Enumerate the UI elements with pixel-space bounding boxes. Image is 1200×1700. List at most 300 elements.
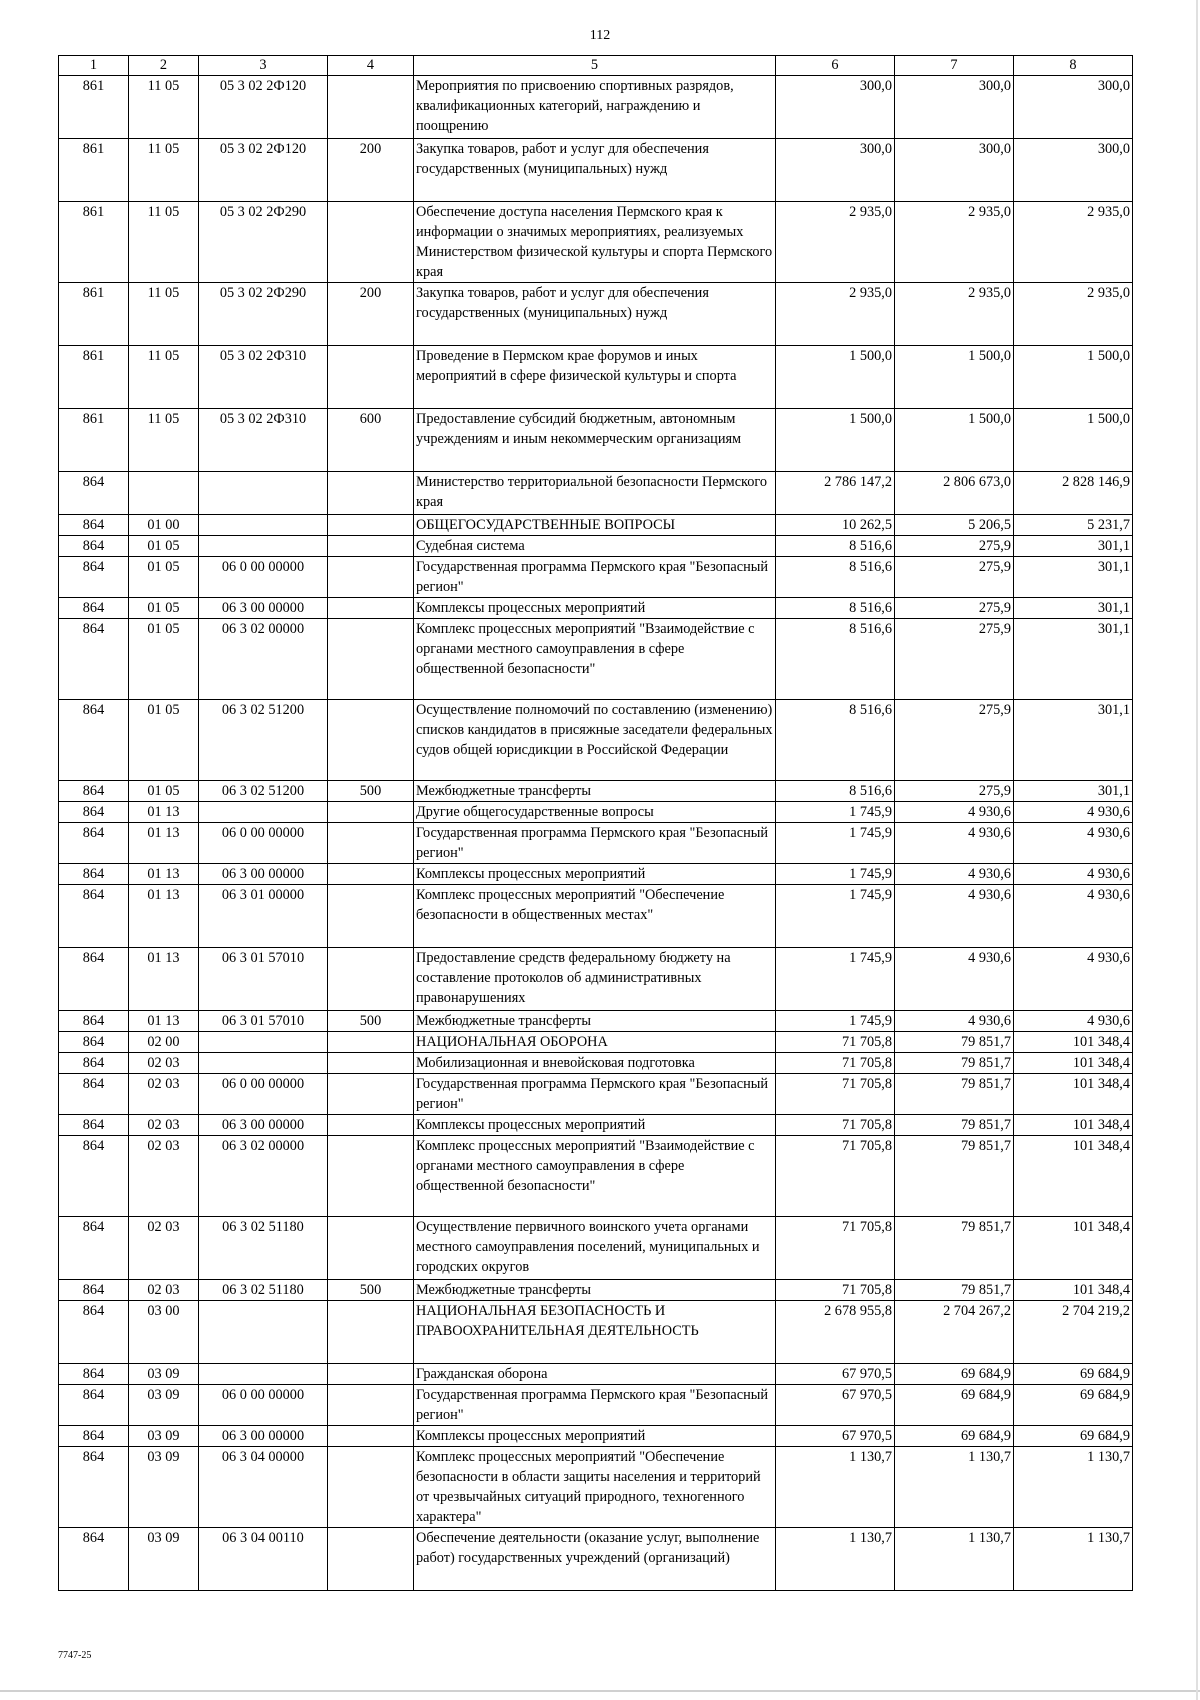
table-cell-c2: 01 13 xyxy=(129,1011,199,1032)
table-cell-c7: 4 930,6 xyxy=(895,864,1014,885)
table-cell-c3 xyxy=(199,1301,328,1364)
table-cell-c3: 05 3 02 2Ф120 xyxy=(199,76,328,139)
table-cell-c3: 06 3 00 00000 xyxy=(199,598,328,619)
table-cell-c8: 4 930,6 xyxy=(1014,1011,1133,1032)
table-cell-c5: Другие общегосударственные вопросы xyxy=(414,802,776,823)
table-row xyxy=(59,1364,1133,1385)
table-cell-c7: 79 851,7 xyxy=(895,1217,1014,1280)
table-cell-c6: 8 516,6 xyxy=(776,557,895,598)
table-cell-c5: Комплекс процессных мероприятий "Обеспечение безопасности в общественных местах" xyxy=(414,885,776,948)
table-cell-c7: 275,9 xyxy=(895,700,1014,781)
table-cell-c2: 02 03 xyxy=(129,1115,199,1136)
table-cell-c1: 864 xyxy=(59,472,129,515)
table-cell-c3: 05 3 02 2Ф310 xyxy=(199,409,328,472)
table-header-row xyxy=(59,56,1133,76)
table-cell-c4: 200 xyxy=(328,139,414,202)
table-cell-c2: 11 05 xyxy=(129,76,199,139)
table-row xyxy=(59,1301,1133,1364)
table-cell-c5: Комплекс процессных мероприятий "Обеспечение безопасности в области защиты населения и территорий от чрезвычайных ситуаций природного, техногенного характера" xyxy=(414,1447,776,1528)
table-row xyxy=(59,802,1133,823)
table-cell-c5: Осуществление полномочий по составлению (изменению) списков кандидатов в присяжные заседатели федеральных судов общей юрисдикции в Российской Федерации xyxy=(414,700,776,781)
table-cell-c3: 05 3 02 2Ф120 xyxy=(199,139,328,202)
table-cell-c3 xyxy=(199,1364,328,1385)
table-cell-c5: Комплекс процессных мероприятий "Взаимодействие с органами местного самоуправления в сфере общественной безопасности" xyxy=(414,1136,776,1217)
table-row xyxy=(59,409,1133,472)
table-cell-c3: 06 3 02 51180 xyxy=(199,1217,328,1280)
table-cell-c5: Закупка товаров, работ и услуг для обеспечения государственных (муниципальных) нужд xyxy=(414,139,776,202)
table-cell-c2: 03 09 xyxy=(129,1364,199,1385)
table-cell-c6: 1 745,9 xyxy=(776,802,895,823)
table-cell-c7: 275,9 xyxy=(895,557,1014,598)
table-cell-c8: 69 684,9 xyxy=(1014,1364,1133,1385)
table-cell-c4 xyxy=(328,346,414,409)
table-cell-c1: 864 xyxy=(59,1301,129,1364)
table-cell-c1: 864 xyxy=(59,1280,129,1301)
table-cell-c8: 69 684,9 xyxy=(1014,1385,1133,1426)
table-cell-c1: 864 xyxy=(59,1074,129,1115)
table-cell-c6: 67 970,5 xyxy=(776,1426,895,1447)
table-cell-c1: 864 xyxy=(59,536,129,557)
table-cell-c6: 8 516,6 xyxy=(776,781,895,802)
table-cell-c4 xyxy=(328,1447,414,1528)
table-cell-c2: 01 13 xyxy=(129,802,199,823)
table-cell-c5: Комплекс процессных мероприятий "Взаимодействие с органами местного самоуправления в сфере общественной безопасности" xyxy=(414,619,776,700)
table-cell-c2 xyxy=(129,472,199,515)
table-cell-c2: 02 03 xyxy=(129,1280,199,1301)
table-cell-c2: 01 05 xyxy=(129,557,199,598)
table-cell-c3: 06 3 04 00110 xyxy=(199,1528,328,1591)
table-cell-c1: 864 xyxy=(59,619,129,700)
table-cell-c5: Мобилизационная и вневойсковая подготовка xyxy=(414,1053,776,1074)
table-cell-c4 xyxy=(328,885,414,948)
table-cell-c1: 864 xyxy=(59,515,129,536)
table-cell-c1: 864 xyxy=(59,1364,129,1385)
table-cell-c8: 101 348,4 xyxy=(1014,1074,1133,1115)
scan-edge-line xyxy=(1196,0,1198,1700)
table-cell-c5: Судебная система xyxy=(414,536,776,557)
column-header: 2 xyxy=(129,56,199,76)
table-cell-c6: 1 500,0 xyxy=(776,346,895,409)
table-cell-c1: 864 xyxy=(59,557,129,598)
table-cell-c6: 67 970,5 xyxy=(776,1364,895,1385)
table-row xyxy=(59,1011,1133,1032)
table-cell-c5: Комплексы процессных мероприятий xyxy=(414,864,776,885)
table-cell-c7: 300,0 xyxy=(895,139,1014,202)
table-row xyxy=(59,346,1133,409)
table-cell-c7: 1 500,0 xyxy=(895,346,1014,409)
table-cell-c6: 8 516,6 xyxy=(776,598,895,619)
table-cell-c8: 69 684,9 xyxy=(1014,1426,1133,1447)
table-row xyxy=(59,1032,1133,1053)
table-cell-c4 xyxy=(328,864,414,885)
table-cell-c5: Комплексы процессных мероприятий xyxy=(414,1115,776,1136)
table-cell-c3 xyxy=(199,802,328,823)
table-cell-c7: 79 851,7 xyxy=(895,1053,1014,1074)
table-cell-c3: 05 3 02 2Ф290 xyxy=(199,202,328,283)
table-cell-c8: 2 935,0 xyxy=(1014,283,1133,346)
table-cell-c4 xyxy=(328,76,414,139)
table-cell-c8: 1 500,0 xyxy=(1014,409,1133,472)
table-cell-c8: 2 828 146,9 xyxy=(1014,472,1133,515)
table-cell-c1: 864 xyxy=(59,700,129,781)
table-cell-c7: 69 684,9 xyxy=(895,1426,1014,1447)
table-row xyxy=(59,139,1133,202)
table-row xyxy=(59,619,1133,700)
table-cell-c2: 01 05 xyxy=(129,700,199,781)
table-cell-c5: Осуществление первичного воинского учета органами местного самоуправления поселений, муниципальных и городских округов xyxy=(414,1217,776,1280)
column-header: 3 xyxy=(199,56,328,76)
budget-table xyxy=(58,55,1133,1591)
column-header: 1 xyxy=(59,56,129,76)
table-cell-c5: Обеспечение деятельности (оказание услуг, выполнение работ) государственных учреждений (организаций) xyxy=(414,1528,776,1591)
table-cell-c5: НАЦИОНАЛЬНАЯ БЕЗОПАСНОСТЬ И ПРАВООХРАНИТЕЛЬНАЯ ДЕЯТЕЛЬНОСТЬ xyxy=(414,1301,776,1364)
table-cell-c4 xyxy=(328,1053,414,1074)
table-cell-c2: 03 09 xyxy=(129,1385,199,1426)
table-cell-c5: Комплексы процессных мероприятий xyxy=(414,598,776,619)
table-cell-c4: 600 xyxy=(328,409,414,472)
table-cell-c4 xyxy=(328,1364,414,1385)
table-cell-c5: Обеспечение доступа населения Пермского края к информации о значимых мероприятиях, реализуемых Министерством физической культуры и спорта Пермского края xyxy=(414,202,776,283)
table-cell-c6: 2 786 147,2 xyxy=(776,472,895,515)
table-cell-c7: 79 851,7 xyxy=(895,1032,1014,1053)
table-cell-c4 xyxy=(328,700,414,781)
table-cell-c6: 2 935,0 xyxy=(776,202,895,283)
table-cell-c1: 864 xyxy=(59,781,129,802)
table-cell-c4 xyxy=(328,536,414,557)
table-cell-c6: 1 745,9 xyxy=(776,823,895,864)
table-cell-c6: 71 705,8 xyxy=(776,1074,895,1115)
document-code: 7747-25 xyxy=(58,1650,92,1661)
table-cell-c7: 275,9 xyxy=(895,781,1014,802)
table-cell-c6: 1 745,9 xyxy=(776,948,895,1011)
table-cell-c2: 01 05 xyxy=(129,781,199,802)
table-cell-c5: Государственная программа Пермского края "Безопасный регион" xyxy=(414,557,776,598)
table-cell-c7: 2 935,0 xyxy=(895,283,1014,346)
table-cell-c8: 4 930,6 xyxy=(1014,864,1133,885)
table-cell-c7: 4 930,6 xyxy=(895,948,1014,1011)
table-cell-c3: 05 3 02 2Ф310 xyxy=(199,346,328,409)
table-cell-c1: 864 xyxy=(59,1426,129,1447)
table-row xyxy=(59,1074,1133,1115)
table-cell-c5: Предоставление субсидий бюджетным, автономным учреждениям и иным некоммерческим организациям xyxy=(414,409,776,472)
table-cell-c3: 06 3 01 57010 xyxy=(199,1011,328,1032)
table-cell-c5: Государственная программа Пермского края "Безопасный регион" xyxy=(414,823,776,864)
table-cell-c1: 864 xyxy=(59,864,129,885)
table-cell-c2: 01 13 xyxy=(129,885,199,948)
table-cell-c2: 01 05 xyxy=(129,536,199,557)
table-cell-c6: 10 262,5 xyxy=(776,515,895,536)
table-cell-c7: 4 930,6 xyxy=(895,1011,1014,1032)
table-cell-c2: 11 05 xyxy=(129,283,199,346)
table-cell-c8: 1 130,7 xyxy=(1014,1528,1133,1591)
table-cell-c7: 4 930,6 xyxy=(895,823,1014,864)
table-cell-c6: 1 500,0 xyxy=(776,409,895,472)
table-cell-c2: 01 05 xyxy=(129,619,199,700)
table-cell-c7: 5 206,5 xyxy=(895,515,1014,536)
table-cell-c2: 11 05 xyxy=(129,202,199,283)
table-row xyxy=(59,1136,1133,1217)
table-cell-c4 xyxy=(328,515,414,536)
table-cell-c5: Межбюджетные трансферты xyxy=(414,1280,776,1301)
table-cell-c4 xyxy=(328,472,414,515)
table-cell-c8: 301,1 xyxy=(1014,619,1133,700)
table-cell-c6: 71 705,8 xyxy=(776,1217,895,1280)
table-row xyxy=(59,472,1133,515)
table-cell-c5: Гражданская оборона xyxy=(414,1364,776,1385)
table-cell-c4: 200 xyxy=(328,283,414,346)
table-cell-c1: 864 xyxy=(59,948,129,1011)
table-cell-c3 xyxy=(199,536,328,557)
table-cell-c5: Межбюджетные трансферты xyxy=(414,1011,776,1032)
table-cell-c7: 69 684,9 xyxy=(895,1364,1014,1385)
table-cell-c8: 101 348,4 xyxy=(1014,1053,1133,1074)
table-cell-c6: 2 678 955,8 xyxy=(776,1301,895,1364)
table-row xyxy=(59,700,1133,781)
table-cell-c3: 06 3 00 00000 xyxy=(199,864,328,885)
table-row xyxy=(59,823,1133,864)
table-cell-c4 xyxy=(328,202,414,283)
table-cell-c8: 300,0 xyxy=(1014,139,1133,202)
table-cell-c6: 1 745,9 xyxy=(776,1011,895,1032)
table-cell-c8: 4 930,6 xyxy=(1014,885,1133,948)
table-cell-c2: 11 05 xyxy=(129,346,199,409)
table-cell-c1: 861 xyxy=(59,409,129,472)
table-cell-c4 xyxy=(328,1426,414,1447)
table-row xyxy=(59,515,1133,536)
table-cell-c3: 06 3 02 51200 xyxy=(199,700,328,781)
table-cell-c3: 06 3 00 00000 xyxy=(199,1426,328,1447)
table-cell-c8: 101 348,4 xyxy=(1014,1217,1133,1280)
table-cell-c2: 01 13 xyxy=(129,823,199,864)
table-cell-c7: 2 935,0 xyxy=(895,202,1014,283)
table-cell-c5: Межбюджетные трансферты xyxy=(414,781,776,802)
table-cell-c3: 06 3 01 00000 xyxy=(199,885,328,948)
table-cell-c2: 03 00 xyxy=(129,1301,199,1364)
table-cell-c8: 101 348,4 xyxy=(1014,1115,1133,1136)
table-cell-c2: 02 03 xyxy=(129,1074,199,1115)
table-cell-c8: 4 930,6 xyxy=(1014,948,1133,1011)
table-row xyxy=(59,536,1133,557)
table-cell-c5: НАЦИОНАЛЬНАЯ ОБОРОНА xyxy=(414,1032,776,1053)
table-cell-c6: 8 516,6 xyxy=(776,700,895,781)
table-cell-c6: 300,0 xyxy=(776,76,895,139)
table-cell-c4 xyxy=(328,619,414,700)
page-number: 112 xyxy=(589,28,611,43)
table-cell-c4 xyxy=(328,557,414,598)
table-cell-c2: 01 13 xyxy=(129,864,199,885)
table-cell-c4 xyxy=(328,1217,414,1280)
table-row xyxy=(59,885,1133,948)
table-cell-c8: 301,1 xyxy=(1014,536,1133,557)
table-row xyxy=(59,1447,1133,1528)
table-cell-c3: 06 3 02 51200 xyxy=(199,781,328,802)
table-cell-c4 xyxy=(328,1115,414,1136)
table-cell-c2: 02 03 xyxy=(129,1053,199,1074)
table-row xyxy=(59,1528,1133,1591)
table-cell-c7: 2 806 673,0 xyxy=(895,472,1014,515)
table-cell-c5: Закупка товаров, работ и услуг для обеспечения государственных (муниципальных) нужд xyxy=(414,283,776,346)
table-cell-c1: 864 xyxy=(59,1528,129,1591)
table-cell-c4 xyxy=(328,823,414,864)
table-cell-c6: 1 130,7 xyxy=(776,1447,895,1528)
table-cell-c5: Государственная программа Пермского края "Безопасный регион" xyxy=(414,1074,776,1115)
table-cell-c6: 71 705,8 xyxy=(776,1136,895,1217)
table-cell-c3 xyxy=(199,515,328,536)
table-cell-c8: 1 130,7 xyxy=(1014,1447,1133,1528)
table-cell-c4 xyxy=(328,802,414,823)
table-cell-c5: Комплексы процессных мероприятий xyxy=(414,1426,776,1447)
column-header: 5 xyxy=(414,56,776,76)
table-cell-c6: 8 516,6 xyxy=(776,619,895,700)
table-cell-c6: 1 130,7 xyxy=(776,1528,895,1591)
table-row xyxy=(59,948,1133,1011)
table-cell-c7: 1 130,7 xyxy=(895,1447,1014,1528)
table-cell-c1: 861 xyxy=(59,283,129,346)
table-cell-c2: 03 09 xyxy=(129,1426,199,1447)
table-cell-c3: 06 3 00 00000 xyxy=(199,1115,328,1136)
table-cell-c8: 2 935,0 xyxy=(1014,202,1133,283)
table-cell-c2: 11 05 xyxy=(129,139,199,202)
table-cell-c3 xyxy=(199,1053,328,1074)
table-row xyxy=(59,1115,1133,1136)
table-cell-c1: 864 xyxy=(59,1385,129,1426)
table-cell-c6: 8 516,6 xyxy=(776,536,895,557)
table-cell-c3: 06 3 02 51180 xyxy=(199,1280,328,1301)
table-cell-c3: 06 0 00 00000 xyxy=(199,557,328,598)
table-cell-c1: 864 xyxy=(59,1217,129,1280)
table-cell-c1: 861 xyxy=(59,76,129,139)
table-cell-c2: 02 00 xyxy=(129,1032,199,1053)
table-row xyxy=(59,557,1133,598)
table-cell-c4 xyxy=(328,598,414,619)
table-cell-c2: 03 09 xyxy=(129,1447,199,1528)
table-cell-c8: 301,1 xyxy=(1014,557,1133,598)
table-cell-c6: 71 705,8 xyxy=(776,1280,895,1301)
table-cell-c8: 101 348,4 xyxy=(1014,1136,1133,1217)
table-cell-c5: Предоставление средств федеральному бюджету на составление протоколов об административных правонарушениях xyxy=(414,948,776,1011)
table-cell-c1: 864 xyxy=(59,1011,129,1032)
column-header: 7 xyxy=(895,56,1014,76)
table-cell-c8: 4 930,6 xyxy=(1014,823,1133,864)
table-cell-c3: 05 3 02 2Ф290 xyxy=(199,283,328,346)
table-cell-c4 xyxy=(328,1385,414,1426)
table-cell-c1: 861 xyxy=(59,139,129,202)
table-cell-c8: 300,0 xyxy=(1014,76,1133,139)
table-row xyxy=(59,1385,1133,1426)
table-cell-c7: 275,9 xyxy=(895,619,1014,700)
table-cell-c7: 300,0 xyxy=(895,76,1014,139)
table-cell-c5: ОБЩЕГОСУДАРСТВЕННЫЕ ВОПРОСЫ xyxy=(414,515,776,536)
table-cell-c2: 01 13 xyxy=(129,948,199,1011)
table-cell-c6: 71 705,8 xyxy=(776,1032,895,1053)
table-cell-c4 xyxy=(328,1528,414,1591)
table-cell-c8: 2 704 219,2 xyxy=(1014,1301,1133,1364)
table-cell-c5: Мероприятия по присвоению спортивных разрядов, квалификационных категорий, награждению и поощрению xyxy=(414,76,776,139)
table-cell-c6: 1 745,9 xyxy=(776,885,895,948)
table-cell-c3: 06 3 02 00000 xyxy=(199,619,328,700)
table-cell-c1: 864 xyxy=(59,1447,129,1528)
table-cell-c3 xyxy=(199,472,328,515)
table-cell-c8: 101 348,4 xyxy=(1014,1280,1133,1301)
table-cell-c7: 69 684,9 xyxy=(895,1385,1014,1426)
table-cell-c7: 79 851,7 xyxy=(895,1280,1014,1301)
table-row xyxy=(59,1053,1133,1074)
table-cell-c2: 01 00 xyxy=(129,515,199,536)
table-cell-c6: 2 935,0 xyxy=(776,283,895,346)
table-cell-c8: 301,1 xyxy=(1014,700,1133,781)
table-cell-c3: 06 0 00 00000 xyxy=(199,1074,328,1115)
table-cell-c3: 06 0 00 00000 xyxy=(199,823,328,864)
table-cell-c2: 02 03 xyxy=(129,1136,199,1217)
table-cell-c8: 101 348,4 xyxy=(1014,1032,1133,1053)
table-cell-c1: 864 xyxy=(59,1032,129,1053)
table-cell-c1: 864 xyxy=(59,823,129,864)
table-cell-c3: 06 0 00 00000 xyxy=(199,1385,328,1426)
table-row xyxy=(59,76,1133,139)
table-cell-c4 xyxy=(328,1032,414,1053)
table-cell-c8: 301,1 xyxy=(1014,598,1133,619)
column-header: 6 xyxy=(776,56,895,76)
table-cell-c7: 2 704 267,2 xyxy=(895,1301,1014,1364)
table-cell-c2: 02 03 xyxy=(129,1217,199,1280)
table-cell-c7: 1 500,0 xyxy=(895,409,1014,472)
table-cell-c7: 4 930,6 xyxy=(895,802,1014,823)
table-row xyxy=(59,283,1133,346)
table-cell-c4 xyxy=(328,1301,414,1364)
table-cell-c3: 06 3 01 57010 xyxy=(199,948,328,1011)
scan-edge-line xyxy=(0,1690,1200,1692)
table-cell-c1: 864 xyxy=(59,802,129,823)
table-cell-c5: Министерство территориальной безопасности Пермского края xyxy=(414,472,776,515)
table-cell-c8: 1 500,0 xyxy=(1014,346,1133,409)
table-cell-c8: 4 930,6 xyxy=(1014,802,1133,823)
table-cell-c1: 864 xyxy=(59,1053,129,1074)
table-cell-c1: 864 xyxy=(59,885,129,948)
column-header: 4 xyxy=(328,56,414,76)
table-cell-c2: 03 09 xyxy=(129,1528,199,1591)
table-cell-c6: 300,0 xyxy=(776,139,895,202)
table-cell-c6: 67 970,5 xyxy=(776,1385,895,1426)
table-cell-c2: 11 05 xyxy=(129,409,199,472)
table-cell-c5: Проведение в Пермском крае форумов и иных мероприятий в сфере физической культуры и спорта xyxy=(414,346,776,409)
table-cell-c4: 500 xyxy=(328,781,414,802)
table-cell-c1: 861 xyxy=(59,346,129,409)
table-cell-c4 xyxy=(328,1136,414,1217)
table-row xyxy=(59,1280,1133,1301)
table-row xyxy=(59,598,1133,619)
table-row xyxy=(59,1426,1133,1447)
table-cell-c3: 06 3 02 00000 xyxy=(199,1136,328,1217)
table-cell-c8: 5 231,7 xyxy=(1014,515,1133,536)
table-cell-c5: Государственная программа Пермского края "Безопасный регион" xyxy=(414,1385,776,1426)
table-cell-c6: 71 705,8 xyxy=(776,1053,895,1074)
column-header: 8 xyxy=(1014,56,1133,76)
table-row xyxy=(59,202,1133,283)
table-cell-c7: 79 851,7 xyxy=(895,1136,1014,1217)
table-cell-c7: 79 851,7 xyxy=(895,1115,1014,1136)
table-row xyxy=(59,781,1133,802)
table-cell-c7: 1 130,7 xyxy=(895,1528,1014,1591)
table-cell-c1: 864 xyxy=(59,1136,129,1217)
table-cell-c4 xyxy=(328,948,414,1011)
table-cell-c8: 301,1 xyxy=(1014,781,1133,802)
table-cell-c4 xyxy=(328,1074,414,1115)
table-cell-c2: 01 05 xyxy=(129,598,199,619)
table-cell-c6: 71 705,8 xyxy=(776,1115,895,1136)
table-cell-c3 xyxy=(199,1032,328,1053)
table-cell-c6: 1 745,9 xyxy=(776,864,895,885)
table-cell-c7: 4 930,6 xyxy=(895,885,1014,948)
